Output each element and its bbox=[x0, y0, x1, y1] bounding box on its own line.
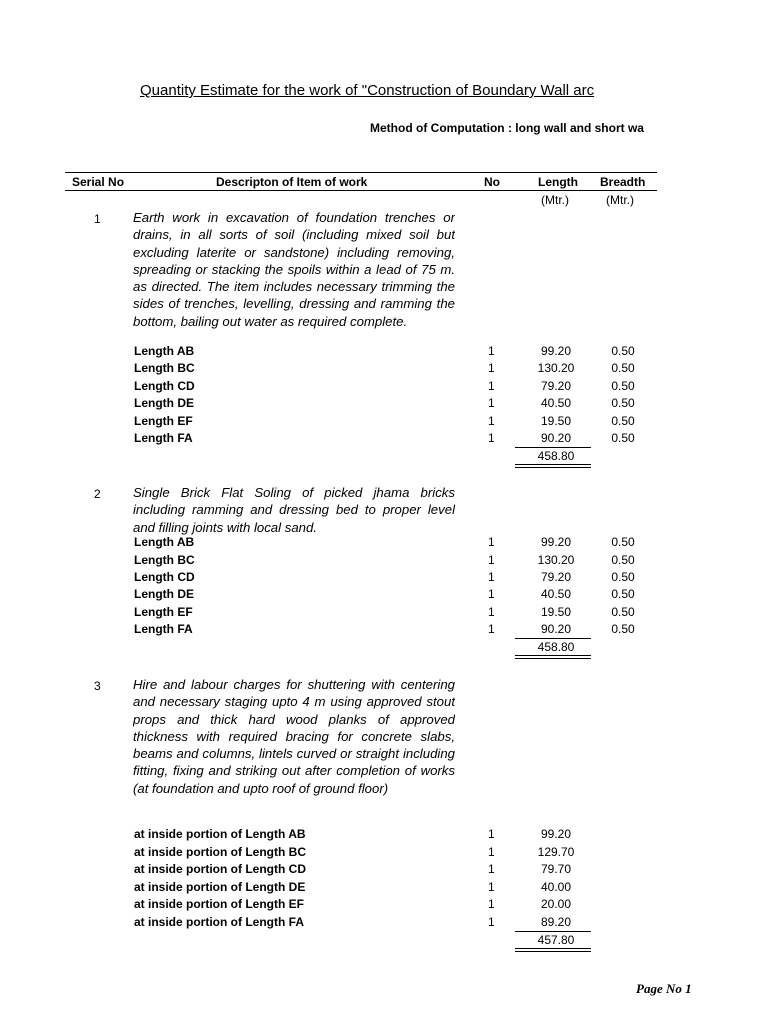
row-label: Length AB bbox=[134, 344, 195, 358]
row-label: at inside portion of Length EF bbox=[134, 897, 304, 911]
row-no: 1 bbox=[488, 827, 495, 841]
total-double-rule bbox=[515, 464, 591, 468]
measurement-row bbox=[0, 361, 768, 378]
item-total-length: 458.80 bbox=[537, 640, 575, 654]
row-breadth: 0.50 bbox=[611, 431, 635, 445]
row-label: Length FA bbox=[134, 622, 193, 636]
row-breadth: 0.50 bbox=[611, 396, 635, 410]
row-breadth: 0.50 bbox=[611, 361, 635, 375]
row-no: 1 bbox=[488, 396, 495, 410]
measurement-row bbox=[0, 570, 768, 587]
row-breadth: 0.50 bbox=[611, 622, 635, 636]
measurement-row bbox=[0, 344, 768, 361]
row-length: 20.00 bbox=[540, 897, 572, 911]
measurement-row bbox=[0, 827, 768, 844]
measurement-row bbox=[0, 605, 768, 622]
measurement-row bbox=[0, 845, 768, 862]
row-label: Length CD bbox=[134, 570, 195, 584]
row-no: 1 bbox=[488, 880, 495, 894]
row-no: 1 bbox=[488, 553, 495, 567]
row-breadth: 0.50 bbox=[611, 587, 635, 601]
header-bottom-rule bbox=[65, 190, 657, 191]
row-label: Length FA bbox=[134, 431, 193, 445]
col-description-header: Descripton of Item of work bbox=[216, 175, 368, 189]
row-label: Length DE bbox=[134, 587, 194, 601]
breadth-unit: (Mtr.) bbox=[606, 193, 634, 207]
row-no: 1 bbox=[488, 535, 495, 549]
row-length: 90.20 bbox=[540, 622, 572, 636]
row-breadth: 0.50 bbox=[611, 414, 635, 428]
total-double-rule bbox=[515, 655, 591, 659]
item-description: Single Brick Flat Soling of picked jhama bricks including ramming and dressing bed to proper level and filling joints with local sand. bbox=[133, 485, 455, 535]
row-no: 1 bbox=[488, 379, 495, 393]
item-description: Hire and labour charges for shuttering with centering and necessary staging upto 4 m using approved stout props and thick hard wood planks of approved thickness with required bracing for concrete slabs, beams and columns, lintels curved or straight including fitting, fixing and striking out after completion of works (at foundation and upto roof of ground floor) bbox=[133, 677, 455, 796]
row-no: 1 bbox=[488, 622, 495, 636]
item-serial: 2 bbox=[94, 487, 101, 501]
col-breadth-header: Breadth bbox=[600, 175, 646, 189]
page-title: Quantity Estimate for the work of "Construction of Boundary Wall arc bbox=[140, 82, 595, 99]
row-length: 79.20 bbox=[540, 379, 572, 393]
measurement-row bbox=[0, 880, 768, 897]
row-no: 1 bbox=[488, 587, 495, 601]
row-label: Length EF bbox=[134, 414, 193, 428]
row-length: 99.20 bbox=[540, 344, 572, 358]
row-length: 79.70 bbox=[540, 862, 572, 876]
row-length: 89.20 bbox=[540, 915, 572, 929]
row-breadth: 0.50 bbox=[611, 605, 635, 619]
measurement-row bbox=[0, 379, 768, 396]
row-length: 99.20 bbox=[540, 827, 572, 841]
row-no: 1 bbox=[488, 605, 495, 619]
item-serial: 1 bbox=[94, 212, 101, 226]
row-breadth: 0.50 bbox=[611, 553, 635, 567]
row-label: Length AB bbox=[134, 535, 195, 549]
row-length: 19.50 bbox=[540, 414, 572, 428]
row-no: 1 bbox=[488, 897, 495, 911]
length-unit: (Mtr.) bbox=[541, 193, 569, 207]
total-double-rule bbox=[515, 948, 591, 952]
row-label: Length CD bbox=[134, 379, 195, 393]
measurement-row bbox=[0, 587, 768, 604]
measurement-row bbox=[0, 897, 768, 914]
row-label: at inside portion of Length AB bbox=[134, 827, 306, 841]
row-no: 1 bbox=[488, 845, 495, 859]
measurement-row bbox=[0, 396, 768, 413]
measurement-row bbox=[0, 622, 768, 639]
row-no: 1 bbox=[488, 344, 495, 358]
row-breadth: 0.50 bbox=[611, 379, 635, 393]
row-length: 90.20 bbox=[540, 431, 572, 445]
col-serial-header: Serial No bbox=[72, 175, 125, 189]
item-serial: 3 bbox=[94, 679, 101, 693]
measurement-row bbox=[0, 431, 768, 448]
row-label: at inside portion of Length FA bbox=[134, 915, 304, 929]
measurement-row bbox=[0, 553, 768, 570]
item-description: Earth work in excavation of foundation trenches or drains, in all sorts of soil (including mixed soil but excluding laterite or sandstone) including removing, spreading or stacking the spoils within a lead of 75 m. as directed. The item includes necessary trimming the sides of trenches, levelling, dressing and ramming the bottom, bailing out water as required complete. bbox=[133, 210, 455, 329]
row-label: Length BC bbox=[134, 361, 195, 375]
row-no: 1 bbox=[488, 361, 495, 375]
row-label: Length EF bbox=[134, 605, 193, 619]
row-length: 129.70 bbox=[537, 845, 575, 859]
row-breadth: 0.50 bbox=[611, 344, 635, 358]
header-top-rule bbox=[65, 172, 657, 173]
row-breadth: 0.50 bbox=[611, 570, 635, 584]
row-label: at inside portion of Length BC bbox=[134, 845, 306, 859]
row-breadth: 0.50 bbox=[611, 535, 635, 549]
row-length: 40.50 bbox=[540, 587, 572, 601]
row-label: Length DE bbox=[134, 396, 194, 410]
row-no: 1 bbox=[488, 570, 495, 584]
col-length-header: Length bbox=[538, 175, 578, 189]
row-no: 1 bbox=[488, 414, 495, 428]
computation-method: Method of Computation : long wall and short wa bbox=[370, 121, 644, 135]
row-length: 40.00 bbox=[540, 880, 572, 894]
row-label: Length BC bbox=[134, 553, 195, 567]
measurement-row bbox=[0, 414, 768, 431]
row-length: 79.20 bbox=[540, 570, 572, 584]
row-no: 1 bbox=[488, 862, 495, 876]
page-number: Page No 1 bbox=[636, 981, 692, 996]
item-total-length: 457.80 bbox=[537, 933, 575, 947]
measurement-row bbox=[0, 862, 768, 879]
measurement-row bbox=[0, 535, 768, 552]
row-label: at inside portion of Length CD bbox=[134, 862, 306, 876]
row-no: 1 bbox=[488, 915, 495, 929]
row-label: at inside portion of Length DE bbox=[134, 880, 306, 894]
row-length: 130.20 bbox=[537, 553, 575, 567]
row-length: 99.20 bbox=[540, 535, 572, 549]
measurement-row bbox=[0, 915, 768, 932]
item-total-length: 458.80 bbox=[537, 449, 575, 463]
row-no: 1 bbox=[488, 431, 495, 445]
row-length: 19.50 bbox=[540, 605, 572, 619]
row-length: 40.50 bbox=[540, 396, 572, 410]
row-length: 130.20 bbox=[537, 361, 575, 375]
col-no-header: No bbox=[484, 175, 500, 189]
